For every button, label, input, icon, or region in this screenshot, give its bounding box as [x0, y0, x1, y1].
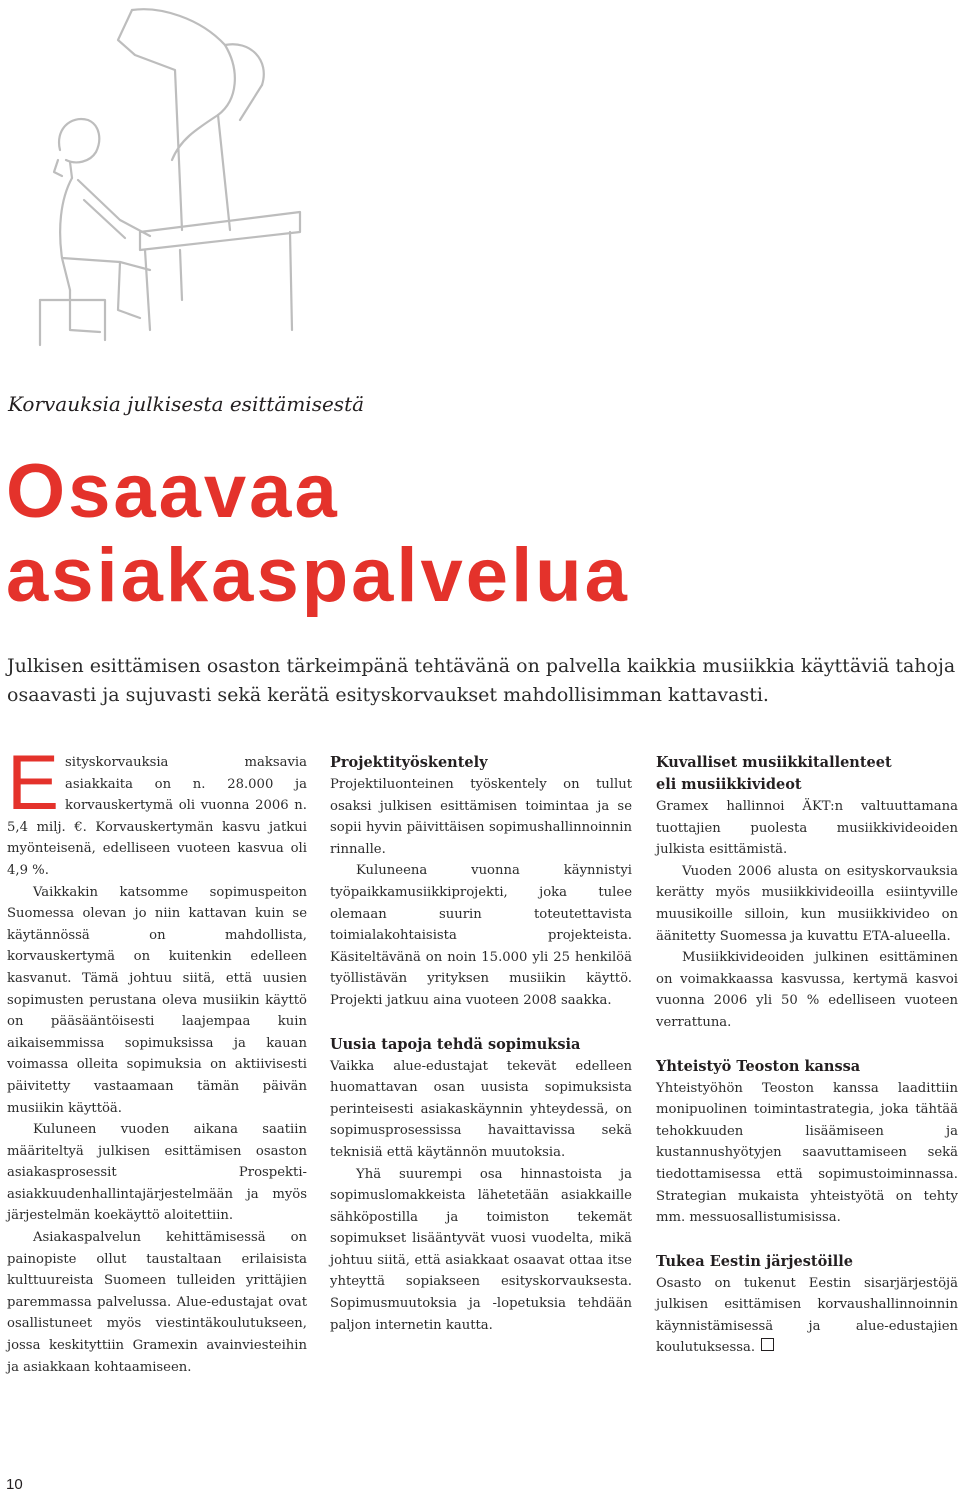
- body-paragraph: Kuluneen vuoden aikana saatiin määriteltyä julkisen esittämisen osaston asiakasprosessit Prospekti-asiakkuudenhallintajärjestelmään ja myös järjestelmän koekäyttö aloitettiin.: [7, 1122, 307, 1224]
- page-number: 10: [6, 1476, 23, 1493]
- body-paragraph: Gramex hallinnoi ÄKT:n valtuuttamana tuottajien puolesta musiikkivideoiden julkista esittämistä.: [656, 799, 958, 858]
- section-kicker: Korvauksia julkisesta esittämisestä: [8, 392, 365, 416]
- pianist-illustration: [0, 0, 340, 390]
- body-paragraph: Vaikkakin katsomme sopimuspeiton Suomessa olevan jo niin kattavan kuin se käytännössä on mahdollista, korvauskertymä on kuitenkin edelleen kasvanut. Tämä johtuu siitä, että uusien sopimusten perustana oleva musiikin käyttö on pääsääntöisesti laajempaa kuin aikaisemmissa sopimuksissa ja kauan voimassa olleita sopimuksia on aktiivisesti päivitetty vastaamaan tämän päivän musiikin käyttöä.: [7, 884, 307, 1116]
- lead-paragraph: Julkisen esittämisen osaston tärkeimpänä tehtävänä on palvella kaikkia musiikkia käyttäviä tahoja osaavasti ja sujuvasti sekä kerätä esityskorvaukset mahdollisimman kattavasti.: [7, 655, 956, 706]
- column-1: [7, 738, 307, 1378]
- body-paragraph: Kuluneena vuonna käynnistyi työpaikkamusiikkiprojekti, joka tulee olemaan suurin toteutettavista toimialakohtaisista projekteista. Käsiteltävänä on noin 15.000 yli 25 henkilöä työllistävän yrityksen musiikin käyttö. Projekti jatkuu aina vuoteen 2008 saakka.: [330, 863, 632, 1008]
- body-paragraph: Musiikkivideoiden julkinen esittäminen on voimakkaassa kasvussa, kertymä kasvoi vuonna 2006 yli 50 % edelliseen vuoteen verrattuna.: [656, 950, 958, 1030]
- body-paragraph: Vaikka alue-edustajat tekevät edelleen huomattavan osan uusista sopimuksista perinteisesti asiakaskäynnin yhteydessä, on sopimusprosessissa havaittavissa sekä teknisiä että käytännön muutoksia.: [330, 1058, 632, 1160]
- body-paragraph: Asiakaspalvelun kehittämisessä on painopiste ollut taustaltaan erilaisista kulttuureista Suomeen tulleiden yrittäjien paremmassa palvelussa. Alue-edustajat ovat osallistuneet myös viestintäkoulutukseen, jossa keskityttiin Gramexin avainviesteihin ja asiakkaan kohtaamiseen.: [7, 1230, 307, 1375]
- subheading-teosto: Yhteistyö Teoston kanssa: [656, 1057, 861, 1075]
- subheading-line-1: Kuvalliset musiikkitallenteet: [656, 754, 892, 771]
- end-square-icon: [761, 1338, 774, 1351]
- drop-cap: E: [7, 738, 60, 826]
- subheading-estonia: Tukea Eestin järjestöille: [656, 1252, 853, 1270]
- final-text: Osasto on tukenut Eestin sisarjärjestöjä julkisen esittämisen korvaushallinnoinnin käynnistämisessä ja alue-edustajien koulutuksessa.: [656, 1275, 958, 1356]
- page-title: [6, 450, 630, 618]
- title-line-2: asiakaspalvelua: [6, 533, 630, 618]
- body-paragraph: Projektiluonteinen työskentely on tullut osaksi julkisen esittämisen toimintaa ja se sopii hyvin päivittäisen sopimushallinnoinnin rinnalle.: [330, 777, 632, 857]
- body-paragraph: Yhteistyöhön Teoston kanssa laadittiin monipuolinen toimintastrategia, joka tähtää tehokkuuden lisäämiseen ja kustannushyötyjen saavuttamiseen sekä tiedottamisessa että sopimustoiminnassa. Strategian mukaista yhteistyötä on tehty mm. messuosallistumisissa.: [656, 1080, 958, 1226]
- subheading-line-2: eli musiikkivideot: [656, 776, 802, 793]
- column-2: [330, 752, 632, 1336]
- body-paragraph: Yhä suurempi osa hinnastoista ja sopimuslomakkeista lähetetään asiakkaille sähköpostilla ja toimiston tekemät sopimukset lisääntyvät vuosi vuodelta, mikä johtuu siitä, että asiakkaat osaavat ottaa itse yhteyttä sopiakseen esityskorvauksesta. Sopimusmuutoksia ja -lopetuksia tehdään paljon internetin kautta.: [330, 1166, 632, 1333]
- column-3: [656, 752, 958, 1359]
- subheading-projects: Projektityöskentely: [330, 754, 488, 771]
- title-line-1: Osaavaa: [6, 449, 340, 534]
- subheading-new-ways: Uusia tapoja tehdä sopimuksia: [330, 1035, 581, 1053]
- intro-text: sityskorvauksia maksavia asiakkaita on n. 28.000 ja korvauskertymä oli vuonna 2006 n. 5,4 milj. €. Korvauskertymän kasvu jatkui myönteisenä, edelliseen vuoteen kasvua oli 4,9 %.: [7, 755, 307, 878]
- intro-paragraph: [7, 738, 307, 882]
- subheading-music-videos: [656, 752, 958, 796]
- body-paragraph: Vuoden 2006 alusta on esityskorvauksia kerätty myös musiikkivideoilla esiintyville muusikoille silloin, kun musiikkivideo on äänitetty Suomessa ja kuvattu ETA-alueella.: [656, 863, 958, 944]
- final-paragraph: [656, 1273, 958, 1359]
